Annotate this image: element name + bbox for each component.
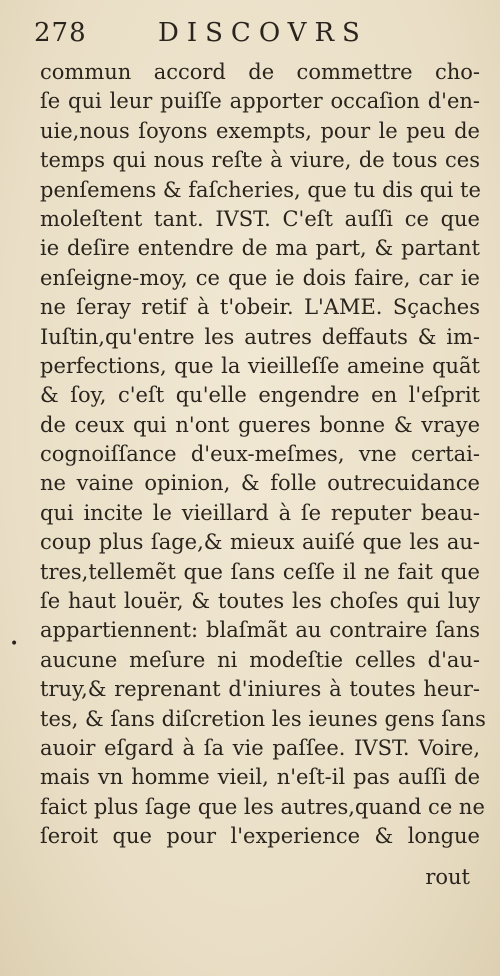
- text-line: faict plus ſage que les autres,quand ce ne: [40, 794, 485, 819]
- text-line: penſemens & faſcheries, que tu dis qui te: [40, 177, 481, 202]
- text-line: qui incite le vieillard à ſe reputer beau-: [40, 500, 480, 525]
- text-line: uie,nous ſoyons exempts, pour le peu de: [40, 118, 480, 143]
- text-line: ie deſire entendre de ma part, & partant: [40, 236, 480, 261]
- text-line: auoir eſgard à ſa vie paſſee. IVST. Voire,: [40, 735, 480, 760]
- running-head: DISCOVRS: [158, 18, 368, 48]
- page-number: 278: [34, 18, 87, 48]
- text-line: cognoiſſance d'eux-meſmes, vne certai-: [40, 442, 480, 467]
- text-line: de ceux qui n'ont gueres bonne & vraye: [40, 412, 480, 437]
- text-line: ne ſeray retif à t'obeir. L'AME. Sçaches: [40, 295, 480, 320]
- text-line: aucune meſure ni modeſtie celles d'au-: [40, 647, 480, 672]
- text-line: commun accord de commettre cho-: [40, 60, 480, 84]
- text-line: tes, & ſans diſcretion les ieunes gens ſans: [40, 706, 486, 731]
- text-line: ſe qui leur puiſſe apporter occaſion d'en-: [40, 89, 480, 114]
- text-line: mais vn homme vieil, n'eſt-il pas auſſi de: [40, 765, 480, 790]
- body-text: [40, 58, 486, 852]
- text-line: ſeroit que pour l'experience & longue: [40, 824, 480, 849]
- text-line: & ſoy, c'eſt qu'elle engendre en l'eſprit: [40, 383, 480, 408]
- text-line: appartiennent: blaſmãt au contraire ſans: [40, 618, 480, 643]
- text-line: perfections, que la vieilleſſe ameine quãt: [40, 353, 480, 378]
- text-line: ſe haut louër, & toutes les choſes qui luy: [40, 589, 480, 614]
- text-line: tres,tellemẽt que ſans ceſſe il ne fait que: [40, 559, 480, 584]
- text-line: moleſtent tant. IVST. C'eſt auſſi ce que: [40, 206, 480, 231]
- catchword: rout: [425, 865, 470, 889]
- text-line: coup plus ſage,& mieux auiſé que les au-: [40, 530, 480, 555]
- page-header: [34, 14, 470, 52]
- text-line: temps qui nous reſte à viure, de tous ces: [40, 148, 480, 173]
- text-line: Iuſtin,qu'entre les autres deffauts & im-: [40, 324, 480, 349]
- text-line: ne vaine opinion, & folle outrecuidance: [40, 471, 480, 496]
- text-line: enſeigne-moy, ce que ie dois faire, car ie: [40, 265, 480, 290]
- text-line: truy,& reprenant d'iniures à toutes heur-: [40, 677, 480, 702]
- margin-mark: •: [10, 636, 19, 652]
